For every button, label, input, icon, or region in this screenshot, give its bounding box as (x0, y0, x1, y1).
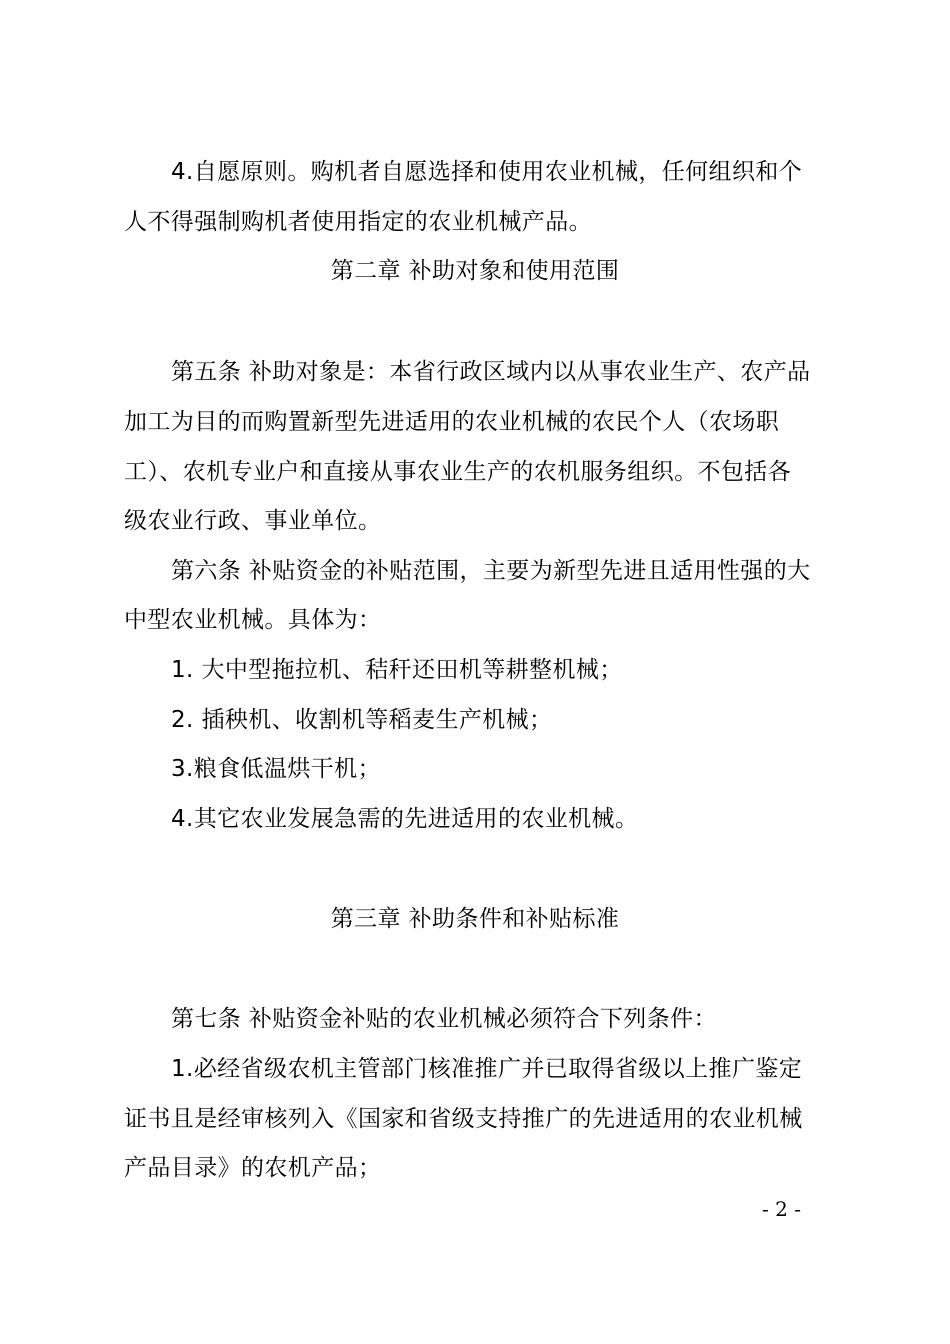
article-5-line-1: 第五条 补助对象是：本省行政区域内以从事农业生产、农产品 (171, 359, 811, 385)
chapter-2-heading: 第二章 补助对象和使用范围 (330, 258, 620, 284)
principle-4-line-2: 人不得强制购机者使用指定的农业机械产品。 (124, 209, 592, 235)
page-number: - 2 - (762, 1197, 801, 1221)
article-6-line-2: 中型农业机械。具体为： (124, 607, 382, 633)
condition-1-line-2: 证书且是经审核列入《国家和省级支持推广的先进适用的农业机械 (124, 1106, 803, 1132)
article-5-line-4: 级农业行政、事业单位。 (124, 508, 382, 534)
condition-1-line-1: 1.必经省级农机主管部门核准推广并已取得省级以上推广鉴定 (171, 1056, 803, 1082)
principle-4-line-1: 4.自愿原则。购机者自愿选择和使用农业机械，任何组织和个 (171, 159, 803, 185)
list-item: 1. 大中型拖拉机、秸秆还田机等耕整机械； (171, 657, 623, 683)
article-5-line-3: 工）、农机专业户和直接从事农业生产的农机服务组织。不包括各 (124, 459, 792, 485)
list-item: 4.其它农业发展急需的先进适用的农业机械。 (171, 806, 639, 832)
condition-1-line-3: 产品目录》的农机产品； (124, 1155, 382, 1181)
article-5-line-2: 加工为目的而购置新型先进适用的农业机械的农民个人（农场职 (124, 409, 780, 435)
article-6-line-1: 第六条 补贴资金的补贴范围，主要为新型先进且适用性强的大 (171, 558, 811, 584)
chapter-3-heading: 第三章 补助条件和补贴标准 (330, 906, 620, 932)
list-item: 3.粮食低温烘干机； (171, 756, 381, 782)
list-item: 2. 插秧机、收割机等稻麦生产机械； (171, 707, 553, 733)
article-7-line: 第七条 补贴资金补贴的农业机械必须符合下列条件： (171, 1006, 717, 1032)
